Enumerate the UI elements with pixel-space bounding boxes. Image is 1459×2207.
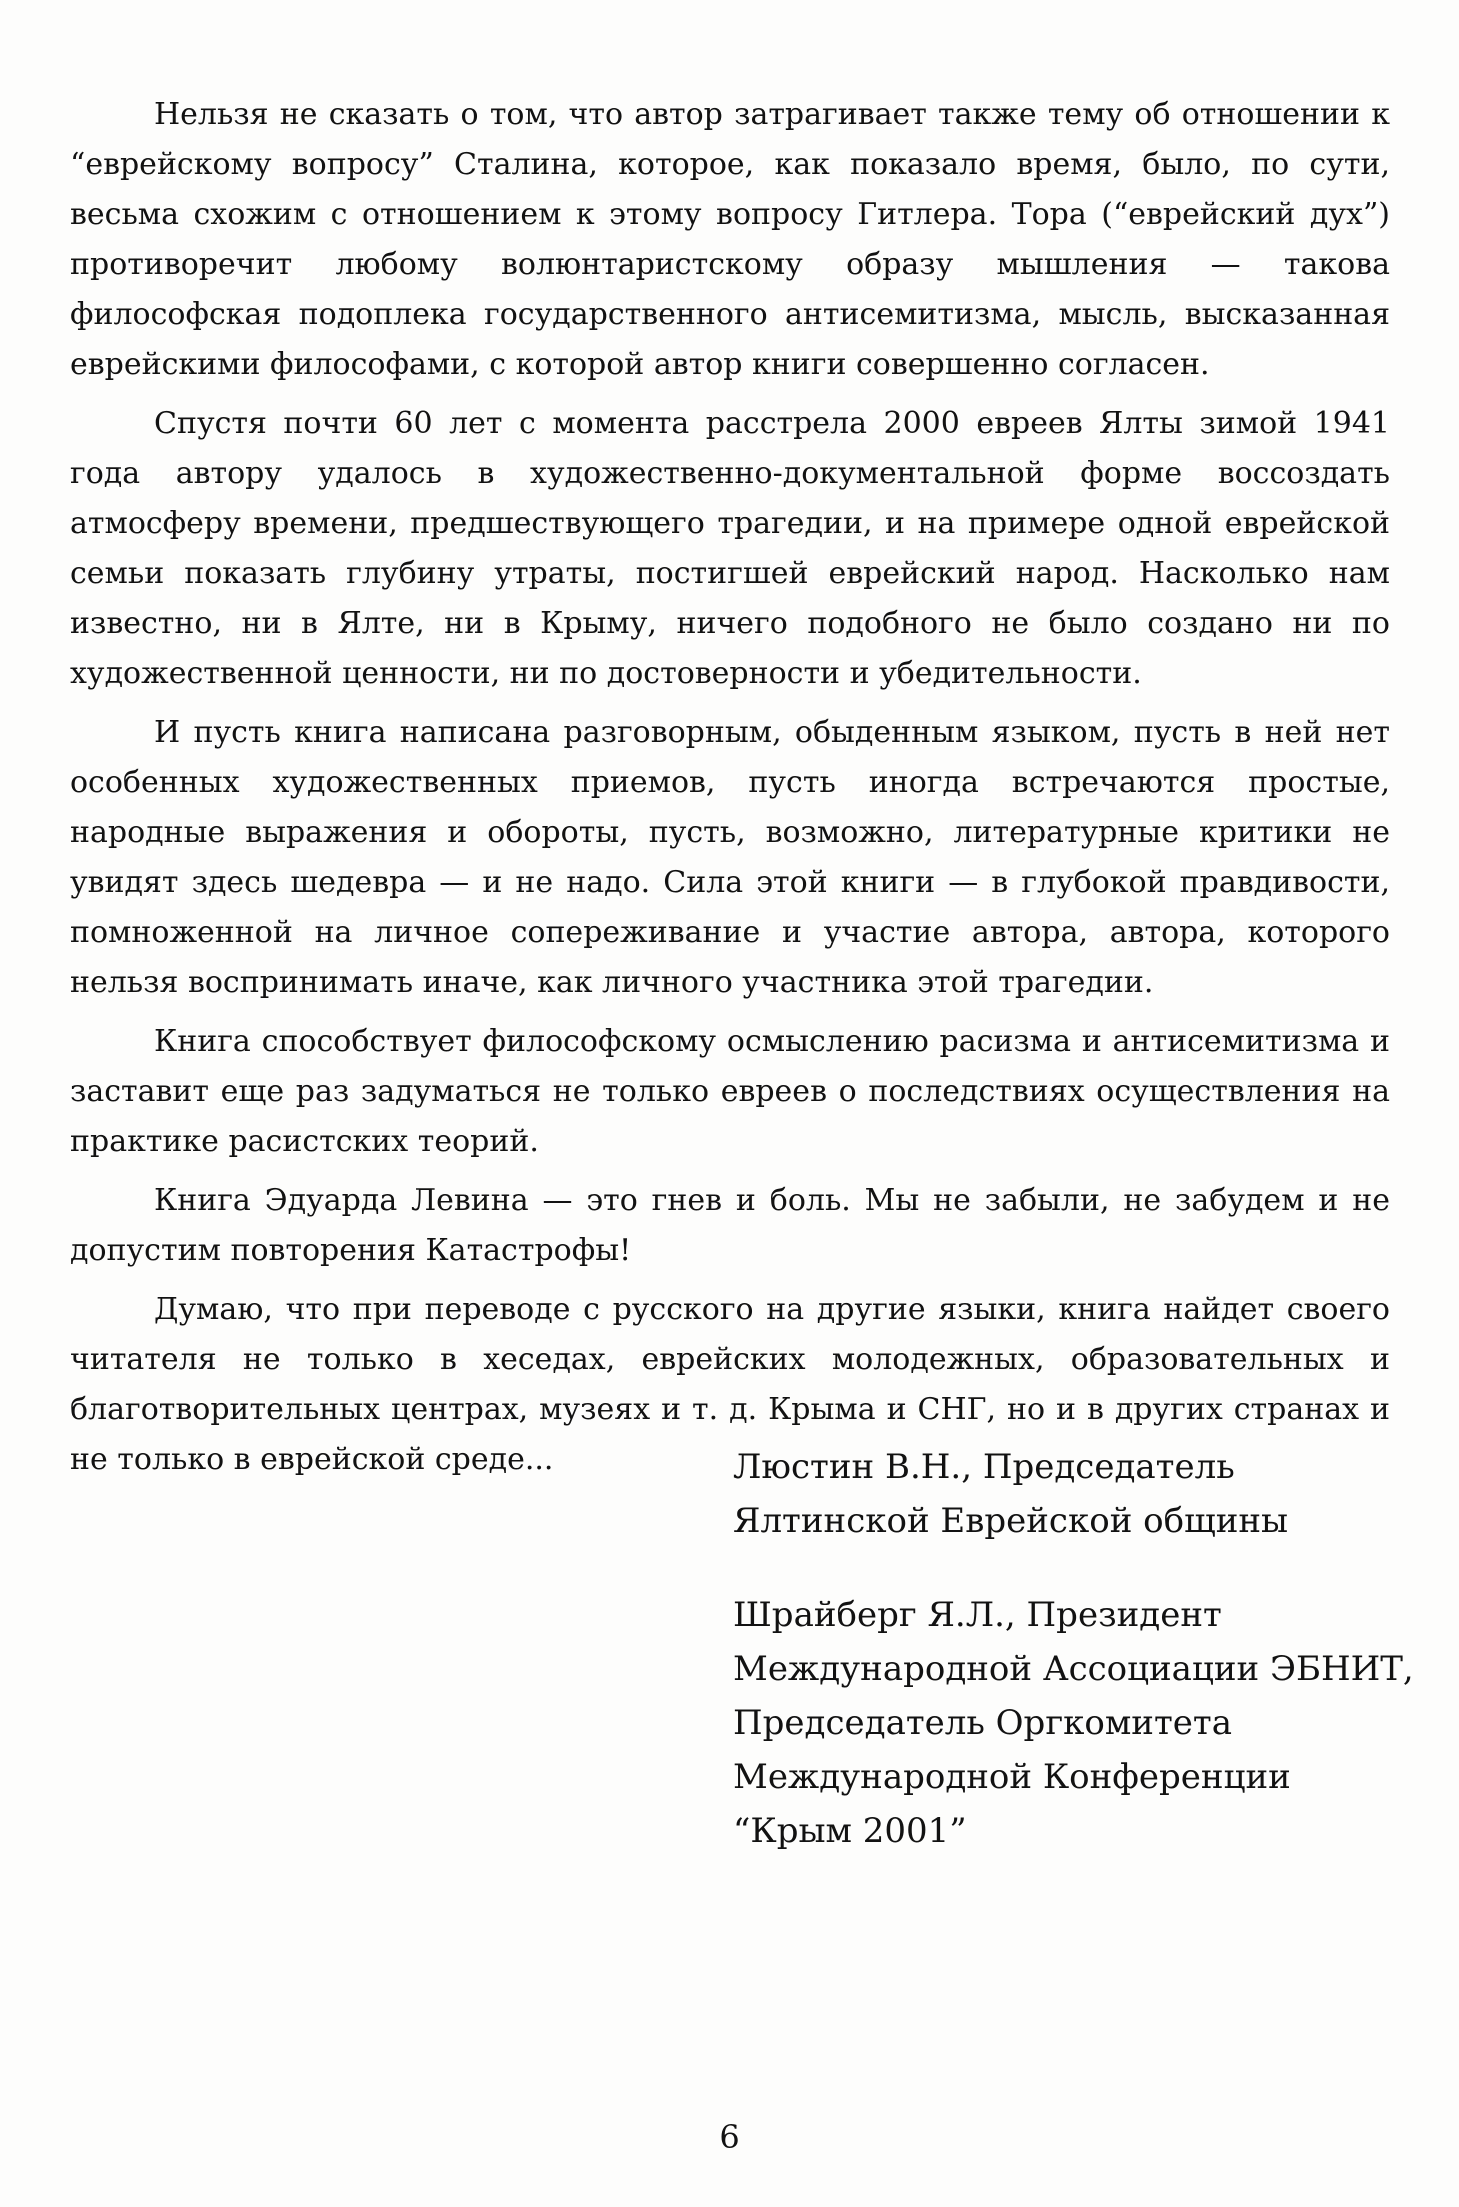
paragraph-5: Книга Эдуарда Левина — это гнев и боль. Мы не забыли, не забудем и не допустим повторения Катастрофы! [70,1183,1390,1268]
signatures [733,1440,1413,1898]
signature-shrayberg-line-2: Международной Ассоциации ЭБНИТ, [733,1649,1414,1689]
signature-lyustin [733,1440,1413,1548]
page-number: 6 [719,2118,740,2156]
signature-shrayberg-line-3: Председатель Оргкомитета [733,1703,1232,1743]
signature-shrayberg-line-1: Шрайберг Я.Л., Президент [733,1595,1222,1635]
signature-lyustin-line-1: Люстин В.Н., Председатель [733,1447,1235,1487]
signature-lyustin-line-2: Ялтинской Еврейской общины [733,1501,1289,1541]
main-text [70,90,1390,1494]
signature-shrayberg-line-5: “Крым 2001” [733,1811,967,1851]
paragraph-4: Книга способствует философскому осмыслению расизма и антисемитизма и заставит еще раз задуматься не только евреев о последствиях осуществления на практике расистских теорий. [70,1024,1390,1159]
paragraph-1: Нельзя не сказать о том, что автор затрагивает также тему об отношении к “еврейскому вопросу” Сталина, которое, как показало время, было, по сути, весьма схожим с отношением к этому вопросу Гитлера. Тора (“еврейский дух”) противоречит любому волюнтаристскому образу мышления — такова философская подоплека государственного антисемитизма, мысль, высказанная еврейскими философами, с которой автор книги совершенно согласен. [70,97,1390,382]
paragraph-3: И пусть книга написана разговорным, обыденным языком, пусть в ней нет особенных художественных приемов, пусть иногда встречаются простые, народные выражения и обороты, пусть, возможно, литературные критики не увидят здесь шедевра — и не надо. Сила этой книги — в глубокой правдивости, помноженной на личное сопереживание и участие автора, автора, которого нельзя воспринимать иначе, как личного участника этой трагедии. [70,715,1390,1000]
signature-shrayberg [733,1588,1413,1858]
paragraph-6: Думаю, что при переводе с русского на другие языки, книга найдет своего читателя не только в хеседах, еврейских молодежных, образовательных и благотворительных центрах, музеях и т. д. Крыма и СНГ, но и в других странах и не только в еврейской среде... [70,1292,1390,1477]
paragraph-2: Спустя почти 60 лет с момента расстрела 2000 евреев Ялты зимой 1941 года автору удалось в художественно-документальной форме воссоздать атмосферу времени, предшествующего трагедии, и на примере одной еврейской семьи показать глубину утраты, постигшей еврейский народ. Насколько нам известно, ни в Ялте, ни в Крыму, ничего подобного не было создано ни по художественной ценности, ни по достоверности и убедительности. [70,406,1390,691]
signature-shrayberg-line-4: Международной Конференции [733,1757,1291,1797]
